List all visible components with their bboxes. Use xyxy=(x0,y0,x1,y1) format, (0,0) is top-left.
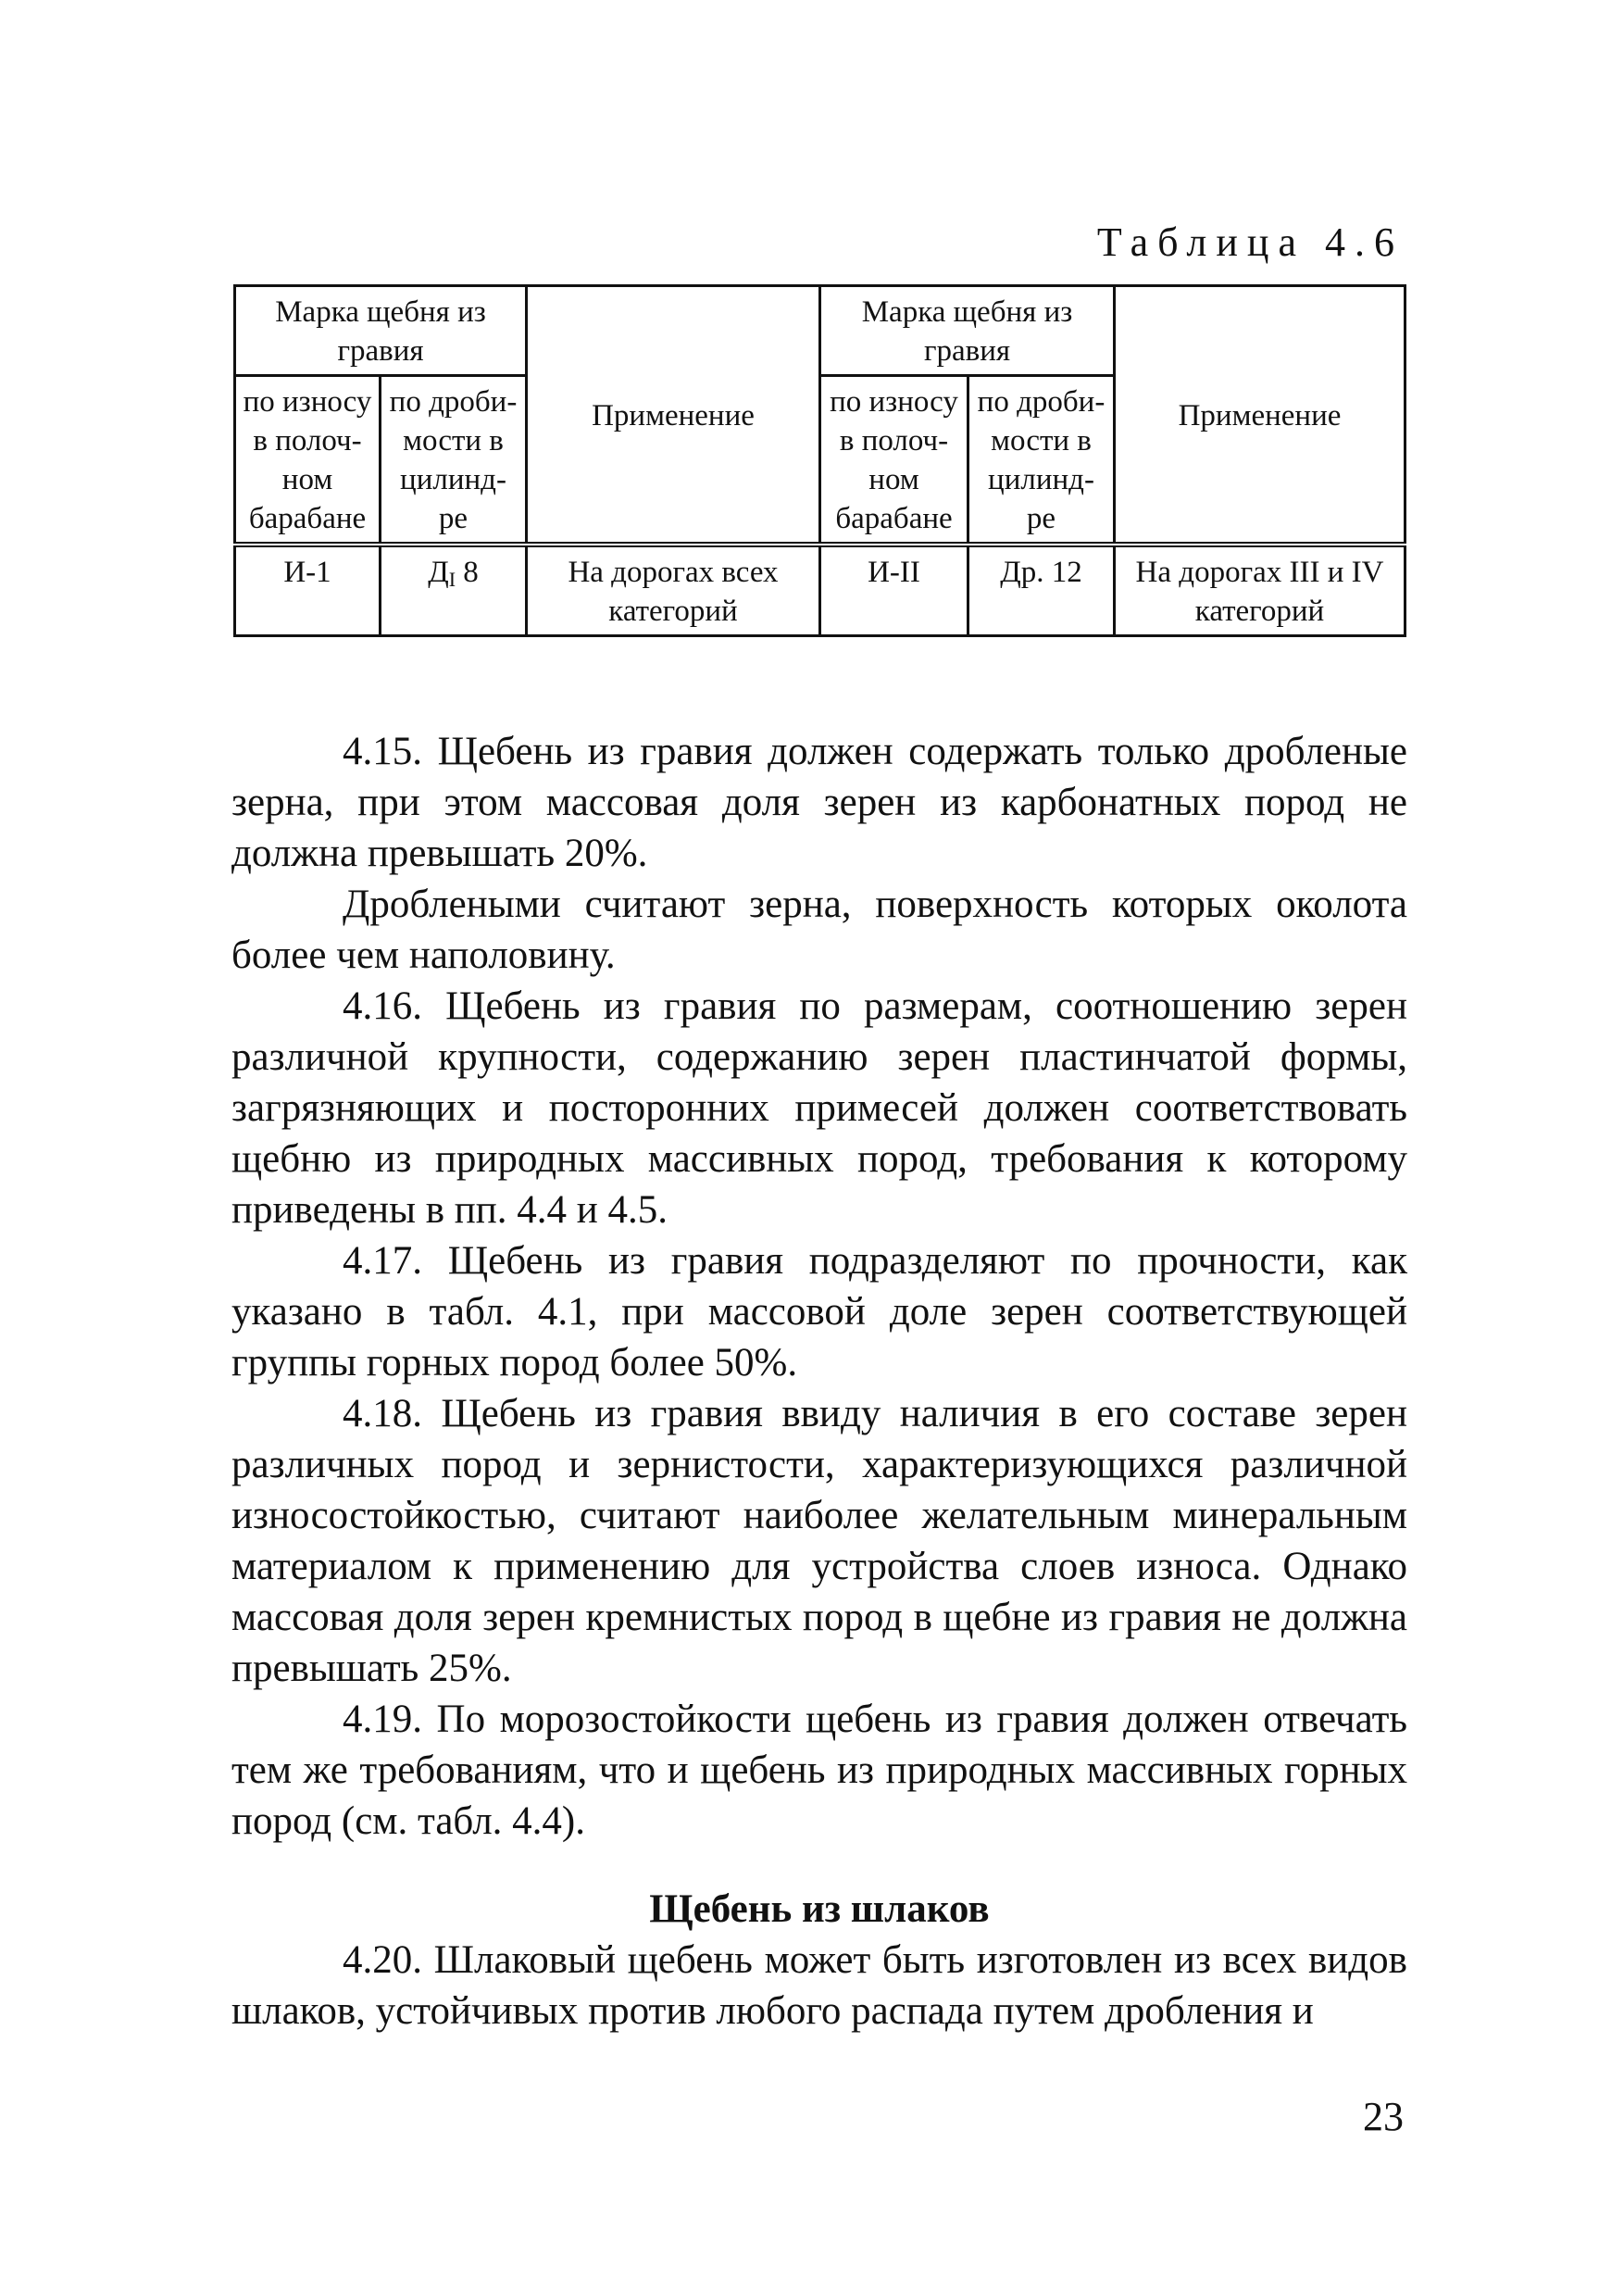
table-header-row xyxy=(235,286,1405,376)
sub-header-wear-1: по износу в полоч- ном барабане xyxy=(235,376,381,545)
paragraph-4-18: 4.18. Щебень из гравия ввиду наличия в его составе зерен различных пород и зернистости, характеризующихся различной износостойкостью, считают наиболее желательным минеральным материалом к применению для устройства слоев износа. Однако массовая доля зерен кремнистых пород в щебне из гравия не должна превышать 25%. xyxy=(231,1392,1407,1690)
paragraph-4-15-note: Дроблеными считают зерна, поверхность которых околота более чем наполовину. xyxy=(231,883,1407,977)
paragraph-4-20: 4.20. Шлаковый щебень может быть изготовлен из всех видов шлаков, устойчивых против любого распада путем дробления и xyxy=(231,1938,1407,2033)
cell-wear-grade-1: И-1 xyxy=(235,545,381,636)
sub-header-crush-1: по дроби- мости в цилинд- ре xyxy=(381,376,527,545)
sub-header-wear-2: по износу в полоч- ном барабане xyxy=(820,376,968,545)
section-heading: Щебень из шлаков xyxy=(649,1887,990,1931)
cell-crush-grade-2: Др. 12 xyxy=(968,545,1115,636)
application-header-1: Применение xyxy=(527,286,820,545)
paragraph-4-17: 4.17. Щебень из гравия подразделяют по прочности, как указано в табл. 4.1, при массовой доле зерен соответствующей группы горных пород более 50%. xyxy=(231,1239,1407,1385)
table-row xyxy=(235,545,1405,636)
grade-table xyxy=(233,284,1406,637)
group-header-1: Марка щебня из гравия xyxy=(235,286,527,376)
cell-application-2: На дорогах III и IV категорий xyxy=(1115,545,1405,636)
group-header-2: Марка щебня из гравия xyxy=(820,286,1115,376)
page-number: 23 xyxy=(1363,2094,1404,2139)
application-header-2: Применение xyxy=(1115,286,1405,545)
paragraph-4-15: 4.15. Щебень из гравия должен содержать только дробленые зерна, при этом массовая доля зерен из карбонатных пород не должна превышать 20%. xyxy=(231,730,1407,875)
cell-wear-grade-2: И-II xyxy=(820,545,968,636)
sub-header-crush-2: по дроби- мости в цилинд- ре xyxy=(968,376,1115,545)
paragraph-4-19: 4.19. По морозостойкости щебень из гравия должен отвечать тем же требованиям, что и щебень из природных массивных горных пород (см. табл. 4.4). xyxy=(231,1698,1407,1843)
paragraph-4-16: 4.16. Щебень из гравия по размерам, соотношению зерен различной крупности, содержанию зерен пластинчатой формы, загрязняющих и посторонних примесей должен соответствовать щебню из природных массивных пород, требования к которому приведены в пп. 4.4 и 4.5. xyxy=(231,984,1407,1232)
cell-application-1: На дорогах всех категорий xyxy=(527,545,820,636)
cell-crush-grade-1: $Д_I$ 8 xyxy=(381,545,527,636)
body-text xyxy=(231,726,1407,2036)
table-caption: Таблица 4.6 xyxy=(1096,219,1404,265)
